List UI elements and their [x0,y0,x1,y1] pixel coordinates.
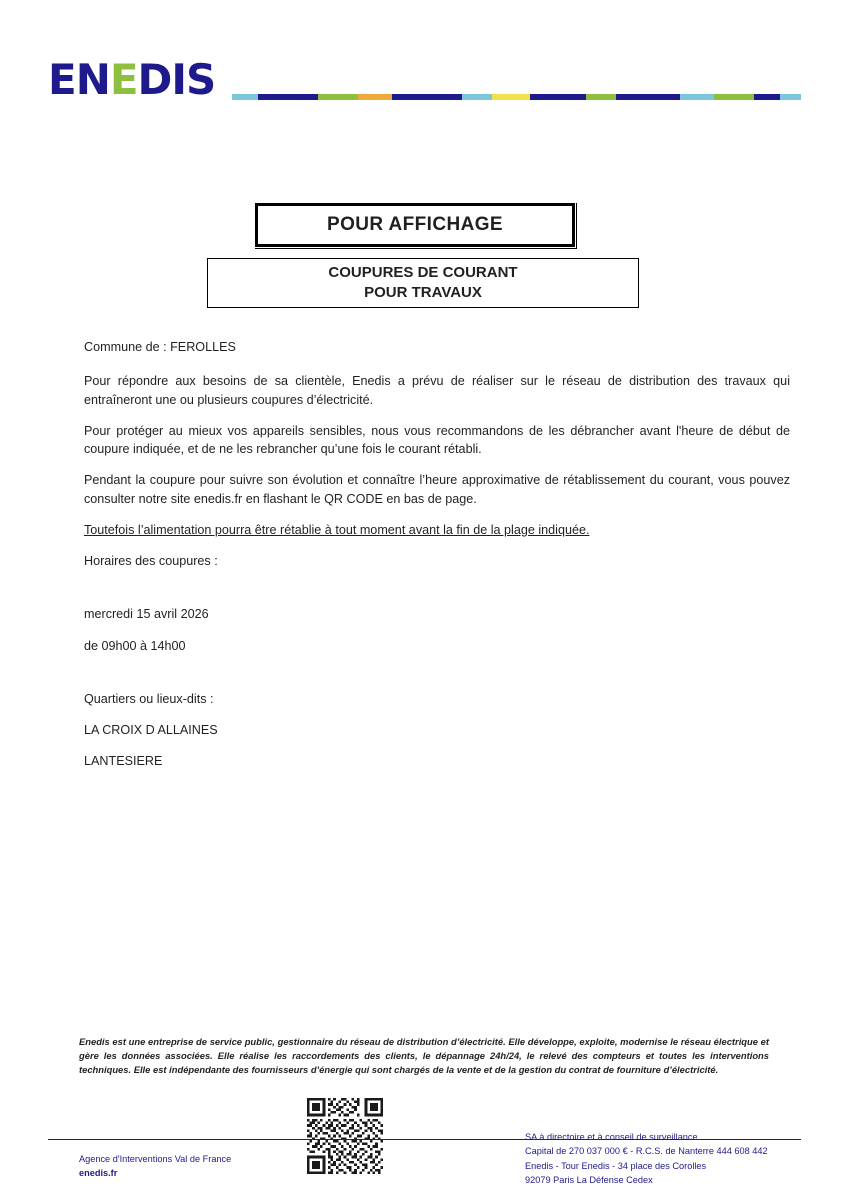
rule-segment [680,94,714,100]
rule-segment [586,94,616,100]
paragraph-3: Pendant la coupure pour suivre son évolution et connaître l’heure approximative de rétablissement du courant, vous pouvez consulter notre site enedis.fr en flashant le QR CODE en bas de page. [84,473,790,506]
corp-line-4: 92079 Paris La Défense Cedex [525,1174,653,1185]
logo-part-1: EN [48,54,110,104]
outage-time: de 09h00 à 14h00 [84,638,186,653]
legal-notice: Enedis est une entreprise de service public, gestionnaire du réseau de distribution d’électricité. Elle développe, exploite, modernise le réseau électrique et gère les données associées. Elle réalise les raccordements des clients, le dépannage 24h/24, le relevé des compteurs et toutes les interventions techniques. Elle est indépendante des fournisseurs d’énergie qui sont chargés de la vente et de la gestion du contrat de fourniture d’électricité. [79,1036,769,1076]
page-header [0,54,849,118]
districts-label: Quartiers ou lieux-dits : [84,691,214,706]
district-item: LA CROIX D ALLAINES [84,723,218,737]
spacer [84,583,790,605]
logo-part-2: E [109,54,138,104]
outage-date: mercredi 15 avril 2026 [84,607,209,622]
agency-info [79,1152,231,1181]
paragraph-4-underlined: Toutefois l’alimentation pourra être rétablie à tout moment avant la fin de la plage indiquée. [84,522,590,537]
rule-segment [780,94,801,100]
subtitle-box [207,258,639,308]
corp-line-2: Capital de 270 037 000 € - R.C.S. de Nanterre 444 608 442 [525,1146,768,1157]
logo-part-3: DIS [137,54,216,104]
spacer-2 [84,668,790,690]
rule-segment [530,94,586,100]
rule-segment [492,94,530,100]
corp-line-1: SA à directoire et à conseil de surveillance [525,1132,698,1142]
schedule-label: Horaires des coupures : [84,554,218,568]
rule-segment [754,94,780,100]
district-item: LANTESIERE [84,754,163,769]
rule-segment [462,94,492,100]
enedis-logo [48,54,216,104]
subtitle-line-1: COUPURES DE COURANT [328,263,518,281]
corporate-info [525,1130,768,1187]
rule-segment [258,94,318,100]
commune-line: Commune de : FEROLLES [84,340,236,354]
rule-segment [358,94,392,100]
rule-segment [616,94,680,100]
paragraph-1: Pour répondre aux besoins de sa clientèle, Enedis a prévu de réaliser sur le réseau de distribution des travaux qui entraîneront une ou plusieurs coupures d’électricité. [84,374,790,407]
corp-line-3: Enedis - Tour Enedis - 34 place des Corolles [525,1160,707,1171]
page-title: POUR AFFICHAGE [327,214,503,235]
website-link[interactable]: enedis.fr [79,1168,118,1179]
rule-segment [392,94,462,100]
subtitle-line-2: POUR TRAVAUX [364,284,482,301]
rule-segment [318,94,358,100]
page-title-box [255,203,575,247]
document-body [84,338,790,784]
qr-code[interactable] [307,1098,383,1174]
header-color-rule [232,94,801,100]
rule-segment [232,94,258,100]
agency-name: Agence d'Interventions Val de France [79,1154,232,1164]
paragraph-2: Pour protéger au mieux vos appareils sensibles, nous vous recommandons de les débrancher avant l'heure de début de coupure indiquée, et de ne les rebrancher qu’une fois le courant rétabli. [84,423,790,456]
rule-segment [714,94,754,100]
